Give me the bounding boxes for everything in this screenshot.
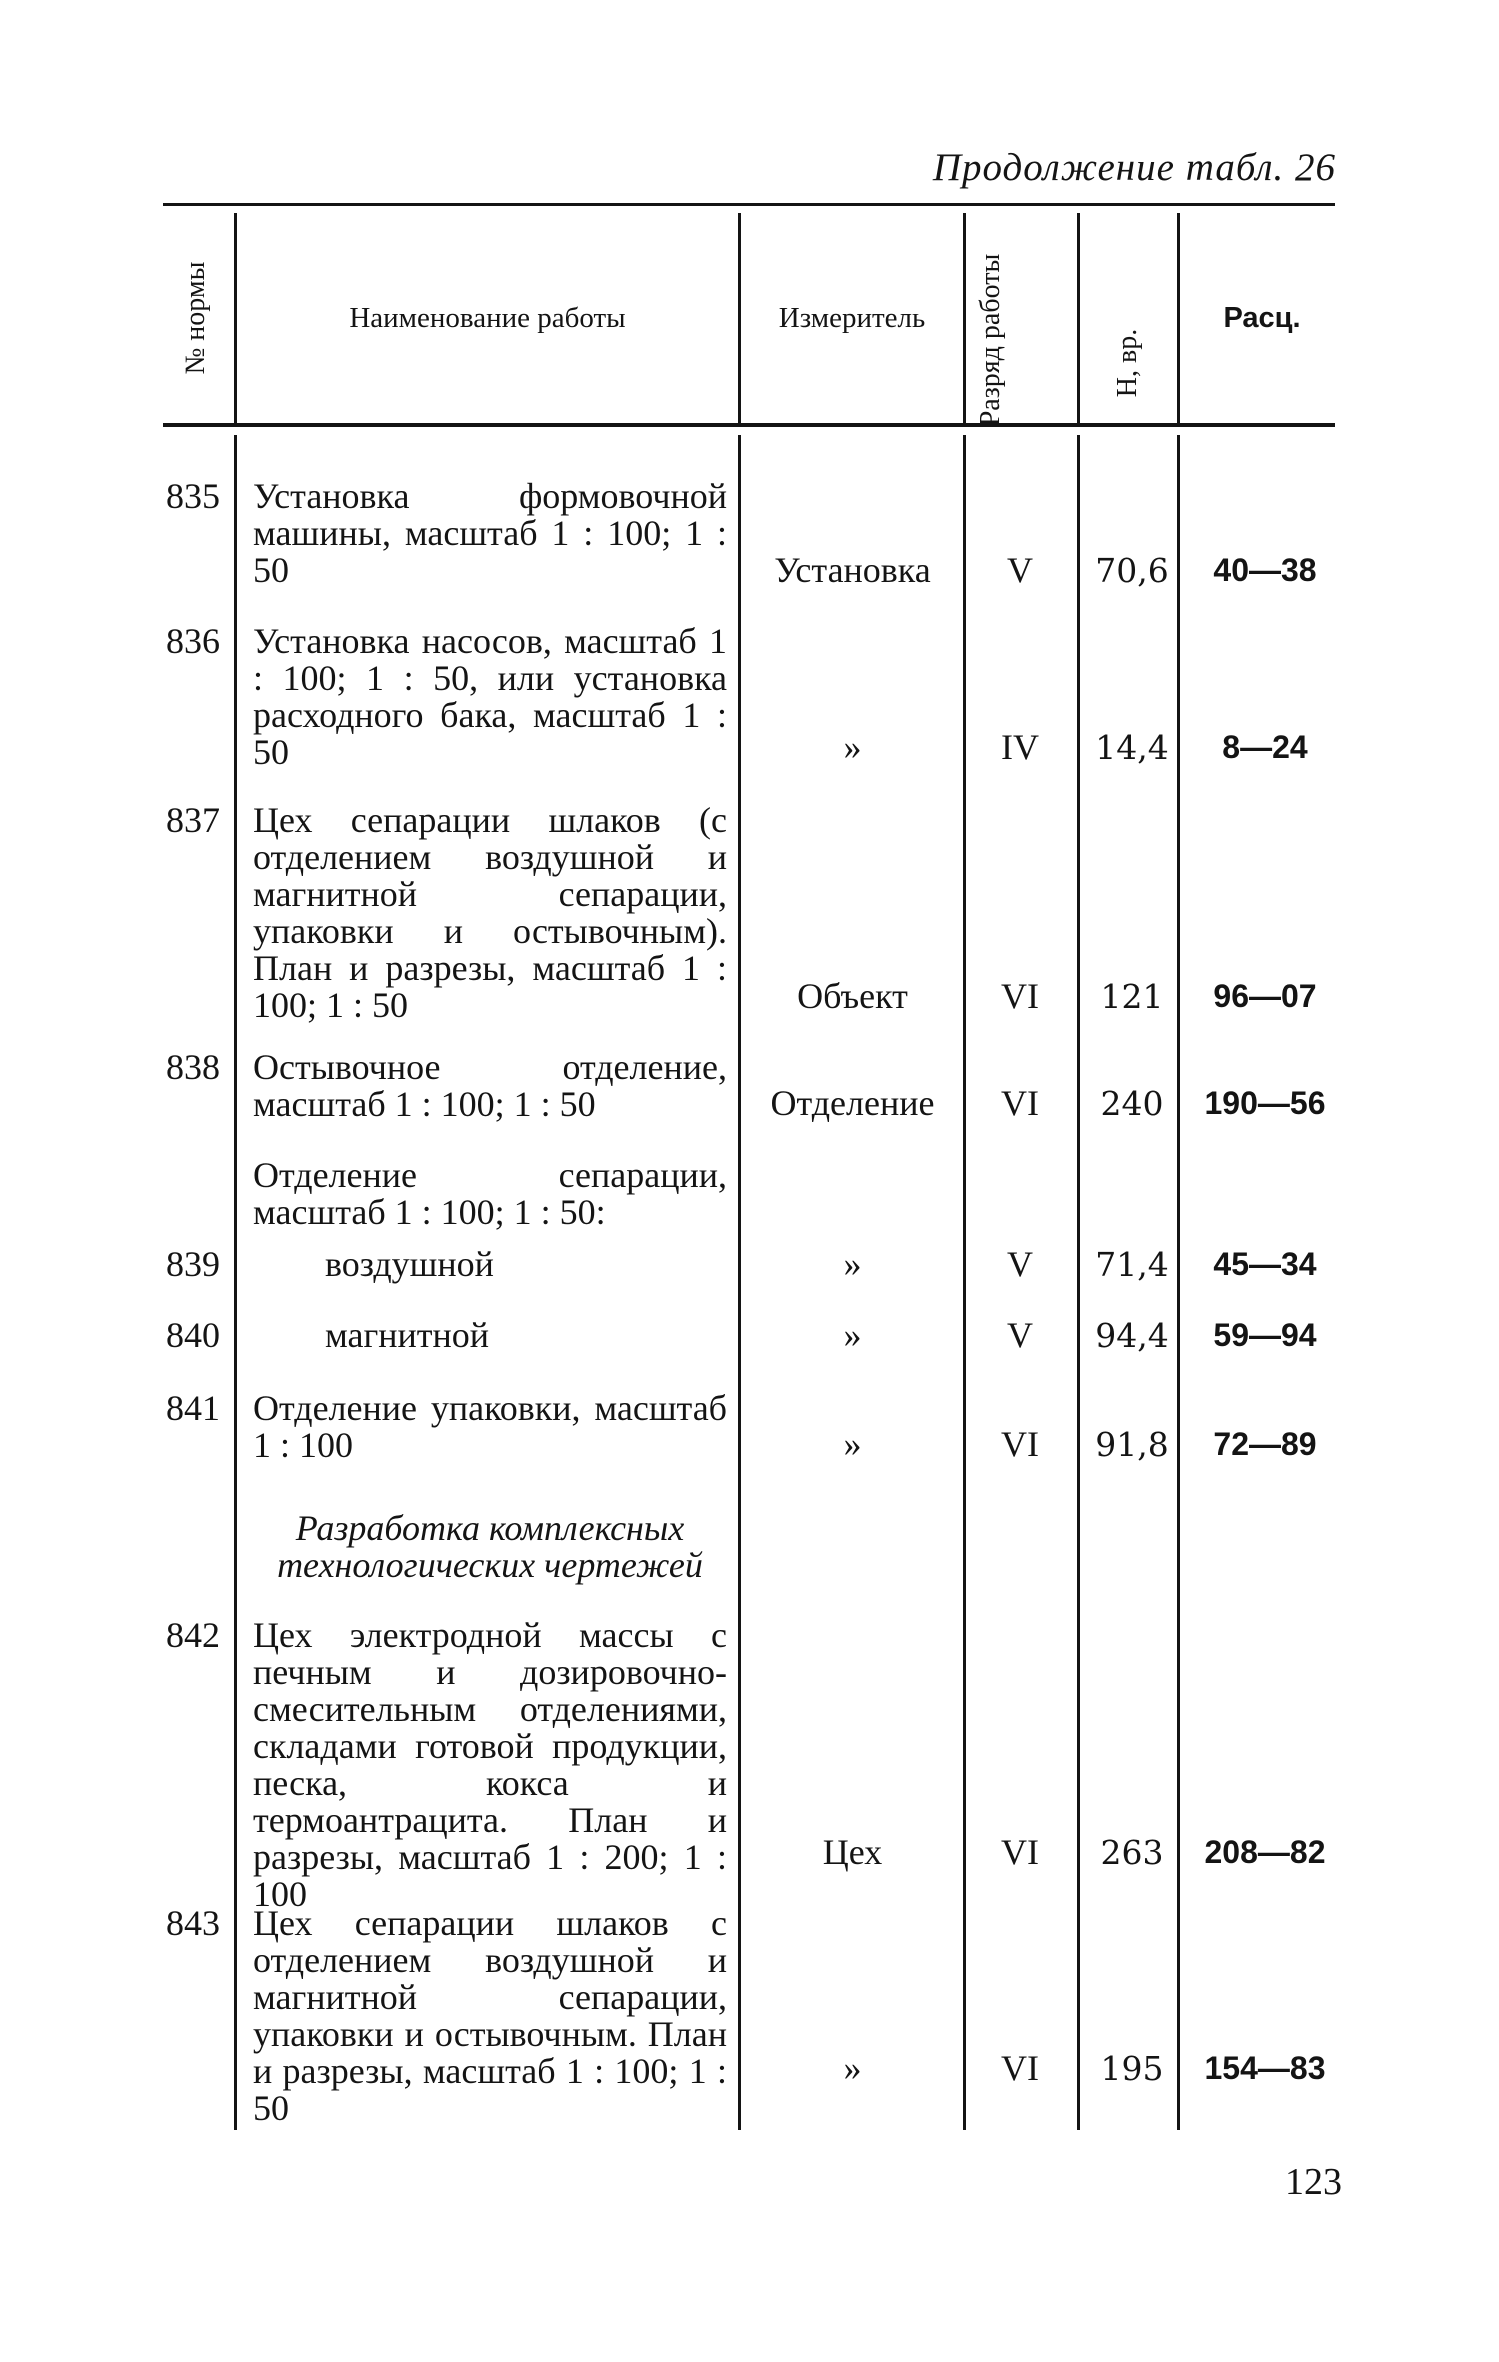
row-840-grade: V — [1007, 1315, 1033, 1355]
row-840-hours: 94,4 — [1095, 1316, 1169, 1355]
row-839-measure: » — [843, 1244, 862, 1284]
row-839-name: воздушной — [325, 1244, 494, 1284]
col-divider — [234, 213, 237, 423]
header-measure: Измеритель — [778, 302, 926, 334]
row-839-hours: 71,4 — [1095, 1245, 1169, 1284]
header-grade-text: Разряд работы — [975, 253, 1006, 427]
row-841-hours: 91,8 — [1095, 1425, 1169, 1464]
col-divider — [1077, 213, 1080, 423]
header-hours: Н, вр. — [1112, 328, 1143, 398]
row-838-grade: VI — [1001, 1083, 1039, 1123]
row-836-measure: » — [843, 727, 862, 767]
subgroup-separation-heading: Отделение сепарации, масштаб 1 : 100; 1 : 50: — [253, 1155, 727, 1232]
row-835-hours: 70,6 — [1095, 551, 1169, 590]
row-843-hours: 195 — [1100, 2049, 1164, 2088]
row-843-number: 843 — [166, 1903, 220, 1943]
col-divider — [963, 213, 966, 423]
header-bottom-rule — [163, 423, 1335, 427]
row-837-hours: 121 — [1100, 977, 1164, 1016]
row-838-name: Остывочное отделение, масштаб 1 : 100; 1 : 50 — [253, 1047, 727, 1124]
row-842-name: Цех электродной массы с печным и дозировочно-смесительным отделениями, складами готовой продукции, песка, кокса и термоантрацита. План и разрезы, масштаб 1 : 200; 1 : 100 — [253, 1615, 727, 1914]
header-rate: Расц. — [1223, 302, 1301, 334]
page-number: 123 — [1285, 2161, 1342, 2203]
row-840-number: 840 — [166, 1315, 220, 1355]
row-839-number: 839 — [166, 1244, 220, 1284]
row-838-rate: 190—56 — [1204, 1085, 1326, 1121]
row-842-grade: VI — [1001, 1832, 1039, 1872]
col-divider — [1177, 213, 1180, 423]
row-843-name: Цех сепарации шлаков с отделением воздушной и магнитной сепарации, упаковки и остывочным. План и разрезы, масштаб 1 : 100; 1 : 50 — [253, 1903, 727, 2128]
row-843-measure: » — [843, 2048, 862, 2088]
col-divider — [234, 435, 237, 2130]
row-843-rate: 154—83 — [1204, 2050, 1326, 2086]
row-839-rate: 45—34 — [1213, 1246, 1317, 1282]
row-835-measure: Установка — [774, 550, 931, 590]
row-840-measure: » — [843, 1315, 862, 1355]
row-842-number: 842 — [166, 1615, 220, 1655]
row-838-number: 838 — [166, 1047, 220, 1087]
row-838-hours: 240 — [1100, 1084, 1164, 1123]
row-836-name: Установка насосов, масштаб 1 : 100; 1 : 50, или установка расходного бака, масштаб 1 : 50 — [253, 621, 727, 772]
row-836-rate: 8—24 — [1222, 729, 1308, 765]
table-continuation-caption: Продолжение табл. 26 — [932, 146, 1336, 189]
row-835-grade: V — [1007, 550, 1033, 590]
row-836-number: 836 — [166, 621, 220, 661]
header-norm-no: № нормы — [180, 261, 211, 375]
row-837-rate: 96—07 — [1213, 978, 1317, 1014]
row-840-rate: 59—94 — [1213, 1317, 1317, 1353]
row-840-name: магнитной — [325, 1315, 490, 1355]
header-work-name: Наименование работы — [349, 302, 626, 334]
row-841-grade: VI — [1001, 1424, 1039, 1464]
row-842-hours: 263 — [1100, 1833, 1164, 1872]
row-842-measure: Цех — [822, 1832, 883, 1872]
table-top-rule — [163, 203, 1335, 206]
section-heading-complex-drawings: Разработка комплексных технологических чертежей — [277, 1508, 703, 1585]
row-836-hours: 14,4 — [1095, 728, 1169, 767]
row-837-name: Цех сепарации шлаков (с отделением воздушной и магнитной сепарации, упаковки и остывочным). План и разрезы, масштаб 1 : 100; 1 : 50 — [253, 800, 727, 1025]
row-837-grade: VI — [1001, 976, 1039, 1016]
row-842-rate: 208—82 — [1204, 1834, 1326, 1870]
col-divider — [738, 435, 741, 2130]
header-grade — [975, 240, 1055, 440]
row-835-rate: 40—38 — [1213, 552, 1317, 588]
row-841-name: Отделение упаковки, масштаб 1 : 100 — [253, 1388, 727, 1465]
row-837-number: 837 — [166, 800, 220, 840]
col-divider — [1077, 435, 1080, 2130]
row-843-grade: VI — [1001, 2048, 1039, 2088]
row-835-number: 835 — [166, 476, 220, 516]
row-835-name: Установка формовочной машины, масштаб 1 : 100; 1 : 50 — [253, 476, 727, 590]
row-841-rate: 72—89 — [1213, 1426, 1317, 1462]
row-839-grade: V — [1007, 1244, 1033, 1284]
row-838-measure: Отделение — [770, 1083, 935, 1123]
row-836-grade: IV — [1001, 727, 1039, 767]
col-divider — [738, 213, 741, 423]
row-837-measure: Объект — [797, 976, 908, 1016]
row-841-number: 841 — [166, 1388, 220, 1428]
row-841-measure: » — [843, 1424, 862, 1464]
